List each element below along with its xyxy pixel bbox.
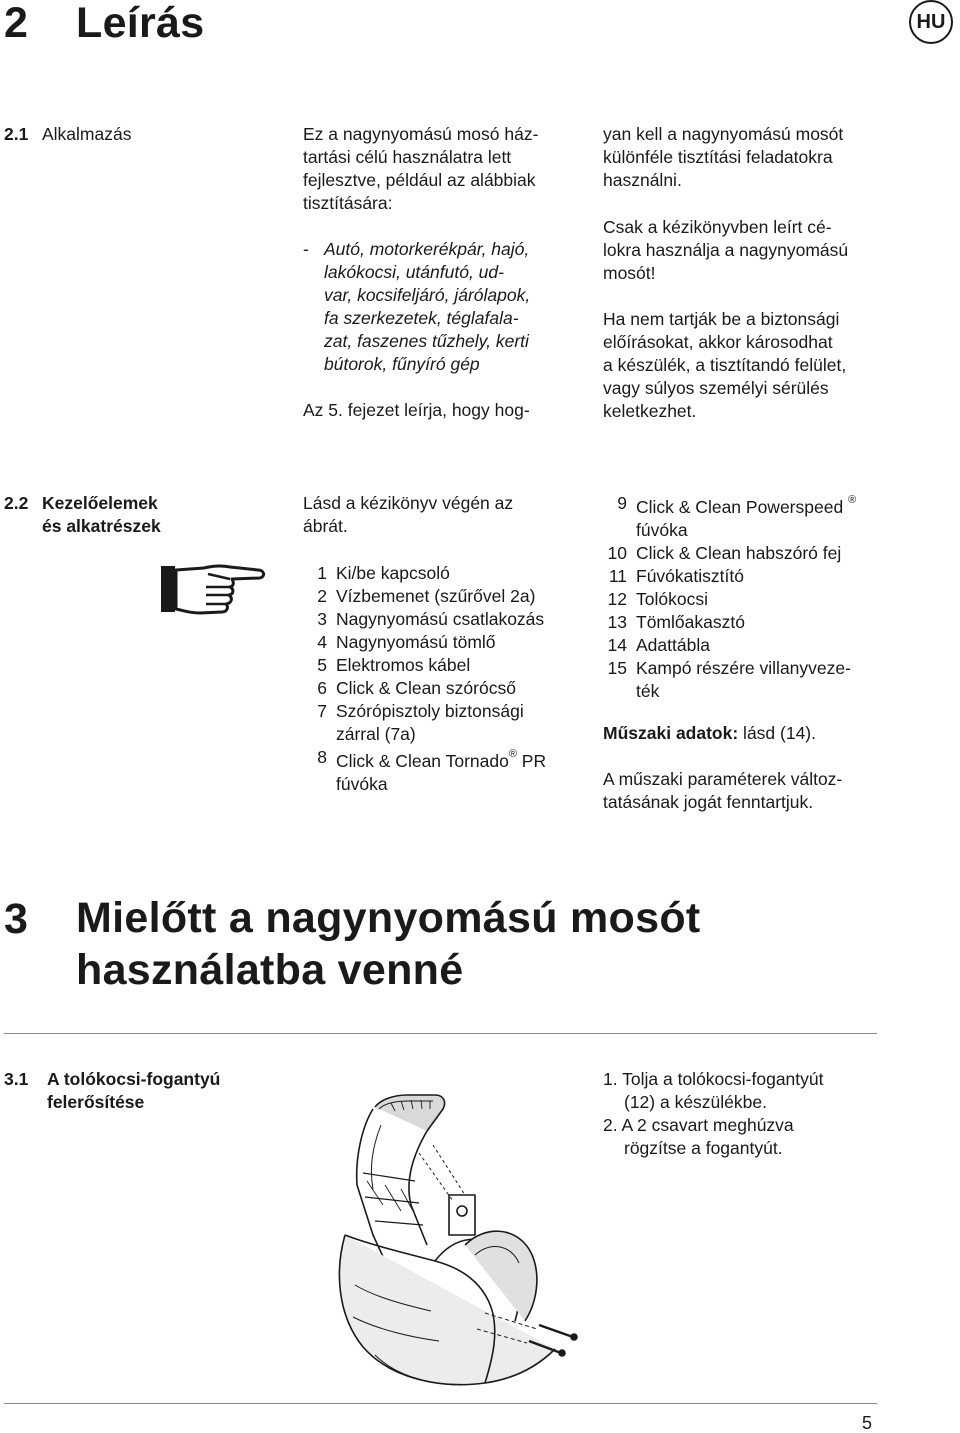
text-line: zat, faszenes tűzhely, kerti xyxy=(324,331,529,351)
text-line: lakókocsi, utánfutó, ud- xyxy=(324,262,504,282)
item-label: Tömlőakasztó xyxy=(636,611,745,632)
text-line: var, kocsifeljáró, járólapok, xyxy=(324,285,531,305)
item-number: 8 xyxy=(317,747,327,767)
title-line: felerősítése xyxy=(47,1092,145,1112)
item-number: 7 xyxy=(317,701,327,721)
parts-intro xyxy=(303,492,513,538)
text-line: Ha nem tartják be a biztonsági xyxy=(603,309,840,329)
item-label: Vízbemenet (szűrővel 2a) xyxy=(336,586,536,606)
text-line: tisztítására: xyxy=(303,193,393,213)
list-item xyxy=(317,654,546,677)
rights-reserved-note xyxy=(603,768,842,814)
item-label: zárral (7a) xyxy=(336,724,416,744)
tech-text: lásd (14). xyxy=(738,723,816,743)
item-label: Szórópisztoly biztonsági xyxy=(336,701,524,721)
step-line: rögzítse a fogantyút. xyxy=(624,1138,783,1158)
usage-examples xyxy=(324,238,530,376)
section-divider xyxy=(4,1033,877,1034)
text-line: Autó, motorkerékpár, hajó, xyxy=(324,239,530,259)
parts-list-right xyxy=(607,492,857,703)
list-item xyxy=(607,588,856,611)
chapter-3-number: 3 xyxy=(4,895,29,943)
language-badge: HU xyxy=(909,0,953,44)
section-2-2-number: 2.2 xyxy=(4,493,29,513)
list-item xyxy=(317,677,546,700)
item-label: Adattábla xyxy=(636,634,710,655)
text-line: mosót! xyxy=(603,263,656,283)
text-line: fejlesztve, például az alábbiak xyxy=(303,170,536,190)
text-line: tatásának jogát fenntartjuk. xyxy=(603,792,814,812)
step-line: 1. Tolja a tolókocsi-fogantyút xyxy=(603,1069,824,1089)
item-label: Click & Clean szórócső xyxy=(336,678,516,698)
section-2-2-title xyxy=(42,492,161,538)
usage-list-dash: - xyxy=(303,239,309,259)
title-line: Mielőtt a nagynyomású mosót xyxy=(76,894,701,942)
title-line: és alkatrészek xyxy=(42,516,161,536)
item-label: fúvóka xyxy=(336,773,388,794)
item-label: Kampó részére villanyveze- xyxy=(636,657,851,678)
section-2-1-number: 2.1 xyxy=(4,124,29,144)
item-label xyxy=(636,492,856,519)
item-label: Nagynyomású tömlő xyxy=(336,632,496,652)
text-line: keletkezhet. xyxy=(603,401,697,421)
text-line: vagy súlyos személyi sérülés xyxy=(603,378,829,398)
text-line: Csak a kézikönyvben leírt cé- xyxy=(603,217,832,237)
footer-divider xyxy=(4,1403,877,1404)
handle-assembly-illustration xyxy=(315,1085,585,1390)
registered-mark: ® xyxy=(508,748,517,760)
list-item xyxy=(607,611,856,634)
item-label: Click & Clean habszóró fej xyxy=(636,542,842,563)
text-line: fa szerkezetek, téglafala- xyxy=(324,308,519,328)
list-item xyxy=(317,562,546,585)
item-label: Nagynyomású csatlakozás xyxy=(336,609,545,629)
text-line: Ez a nagynyomású mosó ház- xyxy=(303,124,539,144)
list-item xyxy=(317,746,547,796)
chapter-title: Leírás xyxy=(76,0,205,47)
item-number: 14 xyxy=(607,634,627,655)
item-number: 6 xyxy=(317,678,327,698)
item-number: 5 xyxy=(317,655,327,675)
section-3-1-number: 3.1 xyxy=(4,1069,29,1089)
safety-warning xyxy=(603,308,846,423)
list-item xyxy=(607,542,856,565)
usage-col3-p2 xyxy=(603,216,848,285)
item-number: 4 xyxy=(317,632,327,652)
item-number: 2 xyxy=(317,586,327,606)
registered-mark: ® xyxy=(848,494,857,506)
step-line: 2. A 2 csavart meghúzva xyxy=(603,1115,794,1135)
pointing-hand-icon xyxy=(160,560,270,620)
title-line: használatba venné xyxy=(76,946,464,994)
list-item xyxy=(607,634,856,657)
section-2-1-title: Alkalmazás xyxy=(42,124,132,144)
item-number: 10 xyxy=(607,542,627,563)
item-label: fúvóka xyxy=(636,519,688,540)
item-label: ték xyxy=(636,680,660,701)
text-line: A műszaki paraméterek változ- xyxy=(603,769,843,789)
item-number: 15 xyxy=(607,657,627,678)
item-label: Elektromos kábel xyxy=(336,655,471,675)
title-line: Kezelőelemek xyxy=(42,493,158,513)
text-line: tartási célú használatra lett xyxy=(303,147,512,167)
chapter-3-title xyxy=(76,892,701,996)
usage-intro xyxy=(303,123,538,215)
parts-list-left xyxy=(317,562,547,796)
chapter-reference: Az 5. fejezet leírja, hogy hog- xyxy=(303,400,530,420)
item-number: 13 xyxy=(607,611,627,632)
list-item xyxy=(317,585,546,608)
item-number: 1 xyxy=(317,563,327,583)
item-text: PR xyxy=(516,750,547,771)
section-3-1-title xyxy=(47,1068,220,1114)
list-item xyxy=(317,631,546,654)
text-line: Lásd a kézikönyv végén az xyxy=(303,493,514,513)
text-line: yan kell a nagynyomású mosót xyxy=(603,124,844,144)
technical-data-note xyxy=(603,722,816,745)
item-label xyxy=(336,746,546,773)
item-text: Click & Clean Tornado xyxy=(336,750,509,771)
page-number: 5 xyxy=(862,1413,873,1433)
assembly-steps xyxy=(603,1068,824,1160)
text-line: lokra használja a nagynyomású xyxy=(603,240,849,260)
tech-label: Műszaki adatok: xyxy=(603,723,739,743)
chapter-number: 2 xyxy=(4,0,29,47)
text-line: használni. xyxy=(603,170,682,190)
list-item xyxy=(617,492,857,542)
text-line: ábrát. xyxy=(303,516,348,536)
item-number: 11 xyxy=(608,565,627,586)
item-number: 3 xyxy=(317,609,327,629)
item-label: Ki/be kapcsoló xyxy=(336,563,450,583)
list-item xyxy=(317,608,546,631)
step-line: (12) a készülékbe. xyxy=(624,1092,767,1112)
item-number: 12 xyxy=(607,588,627,609)
text-line: előírásokat, akkor károsodhat xyxy=(603,332,833,352)
text-line: bútorok, fűnyíró gép xyxy=(324,354,480,374)
list-item xyxy=(317,700,546,746)
item-text: Click & Clean Powerspeed xyxy=(636,496,844,517)
title-line: A tolókocsi-fogantyú xyxy=(47,1069,221,1089)
text-line: különféle tisztítási feladatokra xyxy=(603,147,833,167)
item-label: Tolókocsi xyxy=(636,588,708,609)
item-label: Fúvókatisztító xyxy=(636,565,744,586)
list-item xyxy=(608,565,856,588)
item-number: 9 xyxy=(617,493,627,513)
usage-col3-p1 xyxy=(603,123,843,192)
text-line: a készülék, a tisztítandó felület, xyxy=(603,355,847,375)
list-item xyxy=(607,657,856,703)
